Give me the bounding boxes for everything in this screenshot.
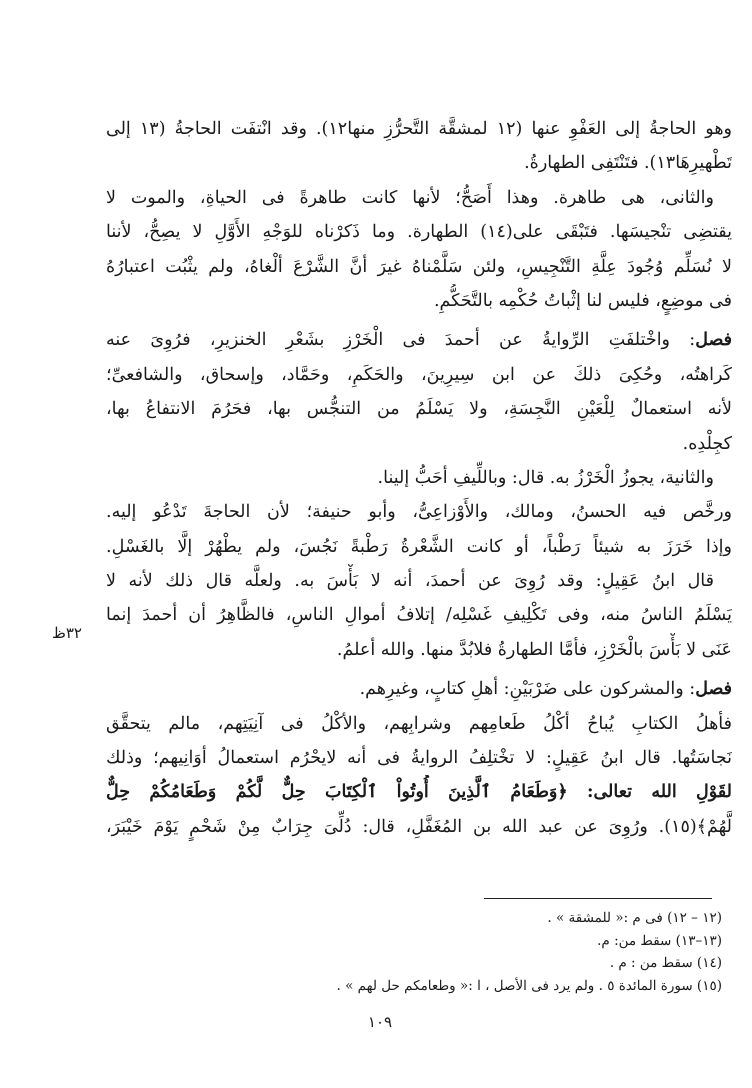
quran-verse-line: لقَوْلِ الله تعالى: ﴿وَطَعَامُ ٱلَّذِينَ أُوتُواْ ٱلْكِتَابَ حِلٌّ لَّكُمْ وَطَعَامُكُمْ حِلٌّ — [106, 782, 732, 803]
section-heading-line: فصل: والمشركون على ضَرْبَيْنِ: أهلِ كتابٍ، وغيرِهم. — [359, 679, 732, 700]
section-heading-word: فصل — [695, 679, 732, 700]
text-line: وهو الحاجةُ إلى العَفْوِ عنها (١٢ لمشقَّة التَّحرُّزِ منها١٢). وقد انْتفَت الحاجةُ (١٣ إلى — [106, 119, 732, 139]
footnote-separator — [484, 898, 712, 899]
footnote: (١٣–١٣) سقط من: م. — [597, 932, 722, 949]
text-line: فى موضِعٍ، فليس لنا إثْباتُ حُكْمِه بالتَّحَكُّمِ. — [433, 290, 732, 311]
text-line: لا نُسَلِّم وُجُودَ عِلَّةِ التَّنْجِيسِ، ولئن سَلَّمْناهُ غيرَ أنَّ الشَّرْعَ ألْغاهُ، ولم يثْبُت اعتبارُهُ — [106, 256, 732, 277]
text-line: كجِلْدِه. — [682, 433, 732, 454]
section-heading-line: فصل: واخْتلفَتِ الرِّوايةُ عن أحمدَ فى الْخَرْزِ بشَعْرِ الخنزيرِ، فرُوِىَ عنه — [106, 330, 732, 351]
text-line: وإذا خَرَزَ به شيئاً رَطْباً، أو كانت الشَّعْرةُ رَطْبةً نَجُسَ، ولم يطْهُرْ إلَّا بالغَسْلِ. — [106, 536, 732, 557]
footnote: (١٥) سورة المائدة ٥ . ولم يرد فى الأصل ، ا :« وطعامكم حل لهم » . — [336, 977, 722, 994]
text-line: ورخَّص فيه الحسنُ، ومالك، والأَوْزاعِىُّ، وأبو حنيفة؛ لأن الحاجةَ تَدْعُو إليه. — [106, 502, 732, 523]
text-line: والثانى، هى طاهرة. وهذا أَصَحُّ؛ لأنها كانت طاهرةً فى الحياةِ، والموت لا — [106, 187, 714, 208]
section-heading-word: فصل — [695, 330, 732, 351]
text-line: يَسْلَمُ الناسُ منه، وفى تَكْلِيفِ غَسْلِه/ إتلافُ أموالِ الناسِ، فالظَّاهِرُ أن أحمدَ إنما — [106, 605, 732, 626]
footnote: (١٤) سقط من : م . — [609, 955, 722, 971]
text-line: يقتضِى تنْجيسَها. فتَبْقَى على(١٤) الطهارة. وما ذَكرْناه للوَجْهِ الأَوَّلِ لا يصِحُّ، لأننا — [106, 222, 732, 243]
text-line: قال ابنُ عَقِيلٍ: وقد رُوِىَ عن أحمدَ، أنه لا بَأْسَ به. ولعلَّه قال ذلك لأنه لا — [106, 571, 714, 592]
text-line: لَّهُمْ﴾(١٥). ورُوِىَ عن عبد الله بن المُغَفَّلِ، قال: دُلِّىَ جِرَابٌ مِنْ شَحْمٍ يَوْمَ خَيْبَرَ، — [106, 816, 732, 837]
text-line: فأهلُ الكتابِ يُباحُ أكْلُ طَعامِهم وشرابِهم، والأكْلُ فى آنِيَتِهم، مالم يتحقَّق — [106, 713, 732, 734]
text-line: كَراهتُه، وحُكِىَ ذلكَ عن ابن سِيرِينَ، والحَكَمِ، وحَمَّاد، وإسحاق، والشافعىِّ؛ — [106, 364, 732, 385]
text-line: نَجاسَتُها. قال ابنُ عَقِيلٍ: لا تخْتلِفُ الروايةُ فى أنه لايحْرُم استعمالُ أوَانِيهم؛ وذلك — [106, 748, 732, 769]
footnote: (١٢ – ١٢) فى م :« للمشقة » . — [547, 910, 722, 926]
footnotes — [200, 907, 722, 997]
margin-folio-note: ٣٢ظ — [52, 624, 82, 642]
text-line: والثانية، يجوزُ الْخَرْزُ به. قال: وباللِّيفِ أحَبُّ إلينا. — [377, 467, 714, 488]
text-line: عَنَى لا بَأْسَ بالْخَرْزِ، فأمَّا الطهارةُ فلابُدَّ منها. والله أعلمُ. — [336, 639, 732, 660]
page-number: ١٠٩ — [367, 1013, 393, 1031]
text-line: تَطْهيرِهَا١٣). فتَنْتَفِى الطهارةُ. — [524, 153, 732, 174]
main-text — [106, 112, 732, 844]
text-line: لأنه استعمالٌ لِلْعَيْنِ النَّجِسَةِ، ولا يَسْلَمُ من التنجُّس بها، فحَرُمَ الانتفاعُ بها، — [106, 399, 732, 420]
